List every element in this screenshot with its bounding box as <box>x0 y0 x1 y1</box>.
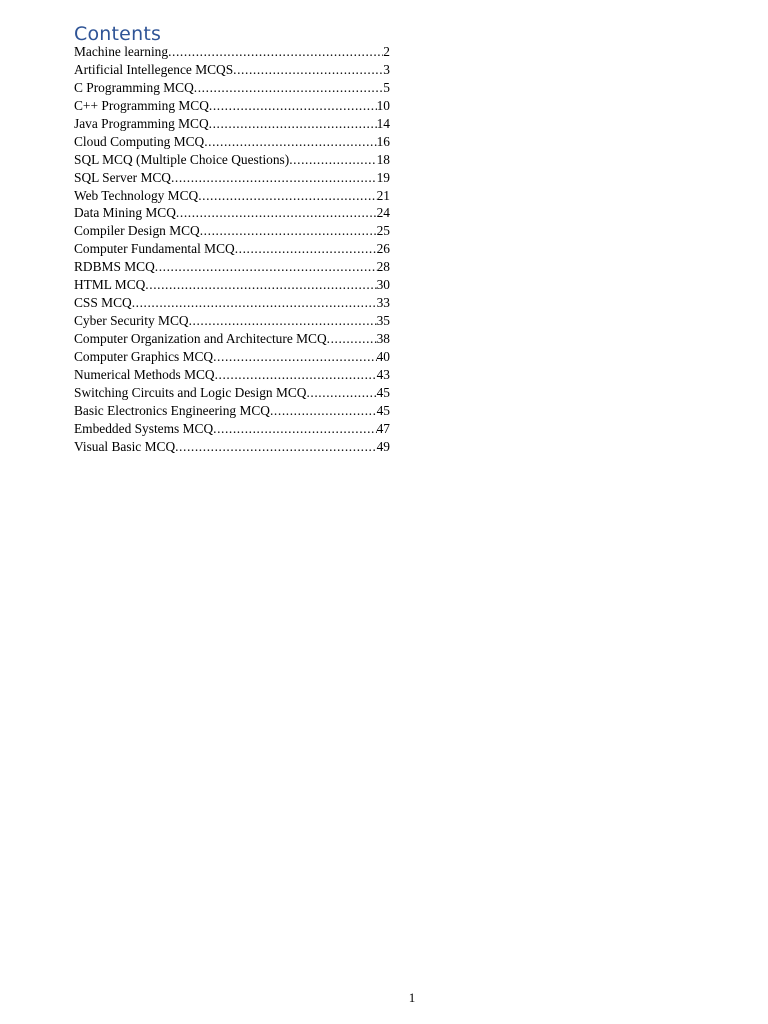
toc-entry-page-number: 5 <box>383 79 390 95</box>
toc-entry-page-number: 25 <box>376 223 390 239</box>
toc-entry-page-number: 45 <box>376 402 390 418</box>
toc-entry[interactable] <box>74 115 390 133</box>
toc-dot-leader <box>176 204 377 222</box>
toc-entry[interactable] <box>74 348 390 366</box>
toc-dot-leader <box>213 420 376 438</box>
toc-entry-label: SQL Server MCQ <box>74 169 171 185</box>
toc-dot-leader <box>171 169 377 187</box>
toc-entry[interactable] <box>74 61 390 79</box>
toc-dot-leader <box>145 276 376 294</box>
toc-entry-page-number: 30 <box>376 277 390 293</box>
toc-entry[interactable] <box>74 420 390 438</box>
toc-entry-page-number: 47 <box>376 420 390 436</box>
toc-entry[interactable] <box>74 330 390 348</box>
toc-entry-label: Java Programming MCQ <box>74 115 209 131</box>
toc-dot-leader <box>155 258 377 276</box>
toc-dot-leader <box>204 133 376 151</box>
toc-entry-page-number: 49 <box>376 438 390 454</box>
toc-entry-label: Computer Fundamental MCQ <box>74 241 235 257</box>
toc-entry-label: Data Mining MCQ <box>74 205 176 221</box>
toc-dot-leader <box>209 97 377 115</box>
toc-entry-label: Cloud Computing MCQ <box>74 133 205 149</box>
toc-entry-label: C++ Programming MCQ <box>74 97 209 113</box>
toc-entry-page-number: 24 <box>376 205 390 221</box>
toc-entry-label: HTML MCQ <box>74 277 146 293</box>
toc-entry[interactable] <box>74 294 390 312</box>
toc-dot-leader <box>233 61 383 79</box>
toc-entry-page-number: 28 <box>376 259 390 275</box>
toc-entry[interactable] <box>74 366 390 384</box>
toc-dot-leader <box>270 402 377 420</box>
toc-entry[interactable] <box>74 79 390 97</box>
toc-entry-page-number: 45 <box>376 384 390 400</box>
toc-entry-page-number: 26 <box>376 241 390 257</box>
toc-list <box>74 43 390 456</box>
toc-dot-leader <box>235 240 377 258</box>
toc-dot-leader <box>189 312 377 330</box>
toc-dot-leader <box>200 222 377 240</box>
toc-entry[interactable] <box>74 276 390 294</box>
toc-entry[interactable] <box>74 384 390 402</box>
toc-entry-page-number: 14 <box>376 115 390 131</box>
toc-dot-leader <box>198 187 376 205</box>
toc-dot-leader <box>209 115 377 133</box>
toc-entry-label: C Programming MCQ <box>74 79 194 95</box>
toc-dot-leader <box>175 438 377 456</box>
toc-entry-label: Cyber Security MCQ <box>74 313 189 329</box>
toc-entry-label: Computer Organization and Architecture MCQ <box>74 331 327 346</box>
toc-entry[interactable] <box>74 222 390 240</box>
toc-entry-label: Numerical Methods MCQ <box>74 366 215 382</box>
toc-entry-label: Basic Electronics Engineering MCQ <box>74 402 270 418</box>
toc-entry-label: Switching Circuits and Logic Design MCQ <box>74 384 307 400</box>
toc-entry[interactable] <box>74 402 390 420</box>
toc-entry-page-number: 38 <box>376 331 390 346</box>
toc-entry-label: Computer Graphics MCQ <box>74 348 214 364</box>
toc-entry-page-number: 35 <box>376 313 390 329</box>
toc-entry[interactable] <box>74 43 390 61</box>
toc-entry[interactable] <box>74 133 390 151</box>
toc-dot-leader <box>168 43 383 61</box>
toc-entry[interactable] <box>74 151 390 169</box>
toc-entry-page-number: 2 <box>383 44 390 59</box>
toc-entry-label: SQL MCQ (Multiple Choice Questions) <box>74 151 290 167</box>
toc-entry-page-number: 3 <box>383 61 390 77</box>
toc-dot-leader <box>213 348 377 366</box>
toc-entry-page-number: 10 <box>376 97 390 113</box>
toc-entry-label: Visual Basic MCQ <box>74 438 176 454</box>
toc-entry[interactable] <box>74 97 390 115</box>
toc-entry-label: Compiler Design MCQ <box>74 223 200 239</box>
toc-entry-page-number: 21 <box>376 187 390 203</box>
toc-entry[interactable] <box>74 438 390 456</box>
toc-entry-page-number: 33 <box>376 295 390 311</box>
toc-dot-leader <box>289 151 376 169</box>
toc-title: Contents <box>74 23 162 45</box>
toc-entry-label: Machine learning <box>74 44 169 59</box>
toc-entry[interactable] <box>74 204 390 222</box>
toc-entry-page-number: 40 <box>376 348 390 364</box>
toc-dot-leader <box>306 384 376 402</box>
toc-entry-label: Web Technology MCQ <box>74 187 199 203</box>
toc-entry[interactable] <box>74 187 390 205</box>
toc-entry-page-number: 16 <box>376 133 390 149</box>
toc-entry[interactable] <box>74 312 390 330</box>
toc-dot-leader <box>327 330 377 348</box>
toc-dot-leader <box>132 294 377 312</box>
toc-entry[interactable] <box>74 169 390 187</box>
toc-dot-leader <box>194 79 384 97</box>
toc-entry-label: Embedded Systems MCQ <box>74 420 214 436</box>
toc-entry-page-number: 43 <box>376 366 390 382</box>
toc-entry-page-number: 19 <box>376 169 390 185</box>
toc-entry-label: RDBMS MCQ <box>74 259 155 275</box>
page-number: 1 <box>408 990 416 1005</box>
toc-entry-page-number: 18 <box>376 151 390 167</box>
toc-entry-label: CSS MCQ <box>74 295 132 311</box>
toc-dot-leader <box>215 366 377 384</box>
toc-entry-label: Artificial Intellegence MCQS <box>74 61 234 77</box>
toc-entry[interactable] <box>74 240 390 258</box>
toc-entry[interactable] <box>74 258 390 276</box>
